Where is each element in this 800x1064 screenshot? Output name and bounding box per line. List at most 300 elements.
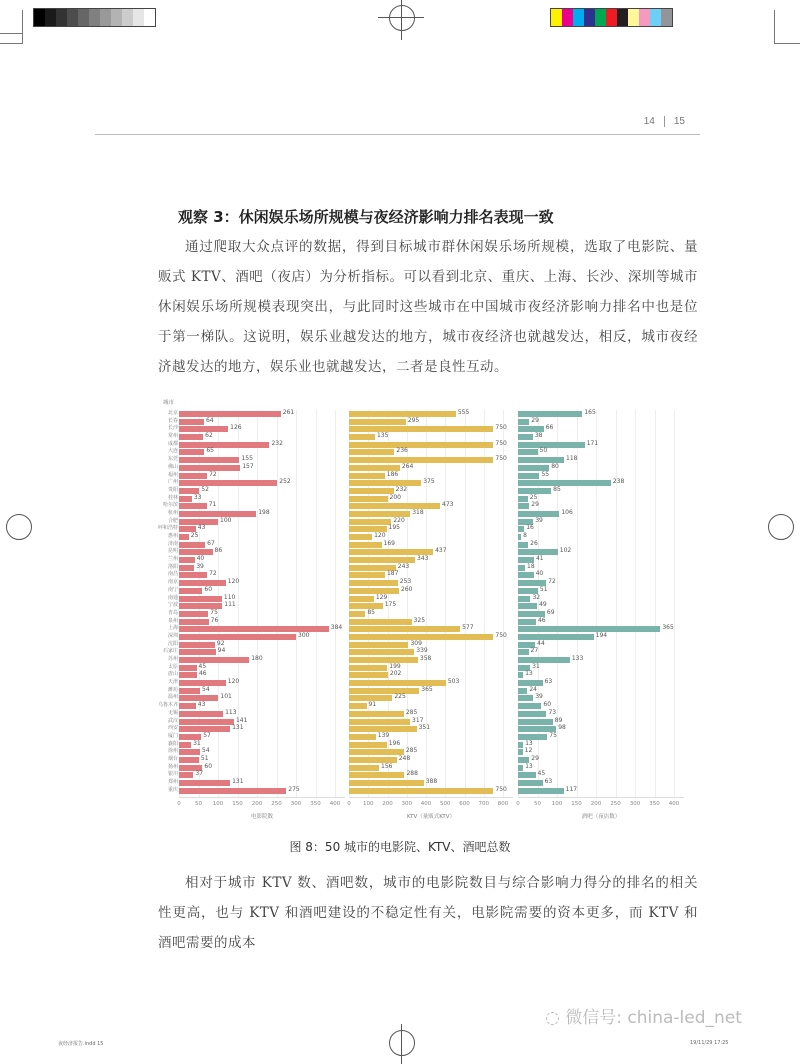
- bar: [349, 765, 379, 771]
- bar: [179, 588, 202, 594]
- bar: [518, 619, 536, 625]
- city-label: 贵阳: [167, 486, 178, 493]
- chart-row: [167, 532, 345, 541]
- chart-row: [518, 771, 684, 779]
- bar: [179, 449, 204, 455]
- chart-row: [349, 579, 513, 587]
- chart-row: [518, 779, 684, 787]
- registration-mark: [401, 1024, 402, 1064]
- bar-value-label: 118: [566, 455, 578, 463]
- chart-row: [167, 462, 345, 472]
- x-tick: 350: [310, 801, 321, 807]
- chart-row: [518, 741, 684, 749]
- bar-value-label: 111: [224, 601, 236, 609]
- bar-value-label: 63: [544, 778, 553, 785]
- bar: [518, 657, 570, 663]
- bar: [518, 565, 525, 571]
- bar-value-label: 60: [543, 701, 552, 709]
- bar: [518, 596, 530, 602]
- color-swatch: [573, 9, 584, 26]
- bar: [179, 611, 208, 617]
- bar: [349, 411, 456, 417]
- page-numbers: [644, 116, 685, 127]
- chart-row: [518, 541, 684, 549]
- bar-value-label: 13: [525, 762, 533, 770]
- bar-value-label: 300: [298, 631, 310, 639]
- bar-value-label: 45: [537, 770, 546, 778]
- x-tick: 250: [610, 801, 621, 807]
- city-label: 昆明: [167, 548, 178, 555]
- bar-value-label: 198: [258, 508, 270, 516]
- city-label: 郑州: [167, 779, 178, 785]
- city-label: 杭州: [167, 509, 178, 516]
- chart-row: [349, 610, 513, 618]
- chart-row: [349, 664, 513, 672]
- bar-value-label: 89: [554, 716, 563, 724]
- bar: [349, 457, 493, 463]
- bar-value-label: 577: [462, 624, 474, 632]
- city-label: 南京: [167, 579, 178, 586]
- chart-row: [167, 455, 345, 464]
- bar-value-label: 117: [565, 785, 578, 793]
- bar-value-label: 135: [376, 432, 389, 440]
- bar-value-label: 295: [407, 416, 420, 424]
- chart-row: [167, 608, 345, 618]
- chart-row: [349, 425, 513, 433]
- x-tick: 300: [629, 801, 641, 807]
- bar: [518, 473, 539, 479]
- city-label: 福州: [167, 471, 178, 478]
- bar: [179, 757, 199, 763]
- chart-panel-2: [518, 398, 684, 823]
- x-tick: 350: [649, 801, 660, 807]
- bar-value-label: 24: [529, 685, 537, 693]
- bar-value-label: 72: [548, 578, 556, 586]
- bar: [518, 626, 660, 632]
- x-tick: 100: [551, 801, 563, 807]
- color-swatch: [650, 9, 661, 26]
- chart-row: [518, 702, 684, 710]
- bar-value-label: 503: [447, 678, 460, 686]
- gray-swatch-strip: [33, 8, 156, 27]
- bar-value-label: 51: [200, 754, 209, 762]
- file-slug: 夜经济报告.indd 15: [58, 1041, 104, 1047]
- city-label: 武汉: [167, 717, 178, 724]
- color-swatch: [56, 9, 67, 26]
- bar: [349, 772, 404, 778]
- color-swatch: [639, 9, 650, 26]
- bar-chart: [157, 398, 693, 823]
- bar-value-label: 175: [384, 601, 397, 609]
- bar-value-label: 29: [531, 501, 539, 509]
- city-label: 青岛: [167, 609, 178, 616]
- bar: [179, 688, 200, 694]
- chart-row: [167, 762, 345, 772]
- chart-row: [518, 648, 684, 656]
- chart-row: [349, 448, 513, 456]
- bar-value-label: 358: [419, 655, 432, 662]
- bar: [349, 626, 460, 632]
- bar: [518, 780, 543, 786]
- bar: [518, 749, 523, 755]
- bar-value-label: 155: [241, 455, 253, 463]
- city-label: 乌鲁木齐: [157, 702, 178, 709]
- bar-value-label: 37: [195, 770, 204, 778]
- bar: [179, 580, 226, 586]
- color-swatch: [661, 9, 672, 26]
- chart-row: [167, 447, 345, 456]
- chart-row: [349, 433, 513, 441]
- city-label: 上海: [167, 625, 178, 632]
- city-label: 桂林: [167, 494, 178, 501]
- chart-row: [349, 756, 513, 764]
- chart-row: [167, 778, 345, 787]
- bar-value-label: 94: [217, 647, 226, 655]
- bar-value-label: 750: [495, 424, 507, 432]
- bar: [179, 473, 207, 479]
- bar-value-label: 199: [389, 662, 401, 670]
- bar-value-label: 65: [206, 447, 214, 455]
- bar-value-label: 131: [232, 724, 244, 732]
- bar-value-label: 169: [383, 539, 395, 547]
- color-swatch: [100, 9, 111, 26]
- bar: [349, 649, 414, 655]
- city-label: 银川: [167, 771, 178, 778]
- city-label: 泉州: [167, 617, 178, 624]
- bar: [518, 411, 582, 417]
- chart-row: [167, 670, 345, 679]
- x-tick: 200: [251, 801, 263, 807]
- bar-value-label: 57: [203, 731, 211, 739]
- bar-value-label: 253: [399, 578, 412, 586]
- city-label: 唐山: [167, 671, 178, 678]
- chart-row: [518, 656, 684, 664]
- bar: [179, 649, 216, 655]
- section-title: 观察 3：休闲娱乐场所规模与夜经济影响力排名表现一致: [178, 208, 554, 226]
- chart-row: [518, 571, 684, 579]
- bar-value-label: 365: [421, 685, 433, 693]
- bar: [518, 788, 564, 794]
- bar-value-label: 220: [393, 516, 405, 524]
- bar-value-label: 325: [413, 616, 426, 624]
- bar: [518, 703, 541, 709]
- chart-row: [349, 718, 513, 726]
- bar: [179, 534, 189, 540]
- bar-value-label: 31: [532, 662, 540, 670]
- bar: [179, 665, 197, 671]
- bar-value-label: 238: [612, 478, 625, 486]
- bar: [518, 449, 538, 455]
- color-swatch: [133, 9, 144, 26]
- chart-row: [518, 448, 684, 456]
- bar-value-label: 73: [548, 708, 557, 716]
- city-label: 天津: [167, 679, 178, 686]
- city-label: 石家庄: [162, 648, 178, 655]
- bar-value-label: 66: [545, 424, 554, 432]
- bar-value-label: 275: [288, 785, 300, 793]
- bar-value-label: 120: [374, 532, 386, 539]
- page-left: 14: [643, 116, 655, 128]
- bar: [349, 580, 398, 586]
- registration-mark: [768, 514, 794, 540]
- bar-value-label: 555: [457, 409, 470, 416]
- bar: [349, 442, 493, 448]
- city-label: 徐州: [167, 748, 178, 755]
- chart-row: [349, 633, 513, 641]
- bar-value-label: 261: [282, 409, 295, 416]
- bar: [518, 542, 528, 548]
- bar: [179, 642, 215, 648]
- chart-row: [518, 556, 684, 564]
- color-swatch: [78, 9, 89, 26]
- x-axis-title: KTV（量贩式KTV）: [406, 814, 456, 820]
- chart-row: [349, 548, 513, 556]
- bar-value-label: 186: [386, 470, 399, 478]
- bar: [349, 449, 394, 455]
- x-tick: 300: [401, 801, 412, 807]
- bar: [179, 772, 193, 778]
- color-swatch: [617, 9, 628, 26]
- chart-row: [518, 664, 684, 672]
- chart-row: [349, 456, 513, 464]
- bar-value-label: 750: [495, 631, 507, 639]
- chart-row: [349, 533, 513, 541]
- city-label: 南宁: [167, 586, 178, 593]
- city-label: 惠州: [167, 533, 178, 539]
- bar-value-label: 92: [216, 639, 225, 647]
- bar-value-label: 317: [412, 716, 424, 724]
- city-label: 宁波: [167, 602, 178, 609]
- bar-value-label: 75: [549, 731, 557, 739]
- color-swatch: [584, 9, 595, 26]
- bar-value-label: 101: [220, 693, 232, 701]
- bar: [349, 542, 382, 548]
- city-label: 北京: [167, 410, 178, 416]
- chart-row: [518, 587, 684, 595]
- bar: [518, 672, 523, 678]
- bar: [349, 488, 394, 494]
- chart-row: [349, 748, 513, 756]
- bar-value-label: 76: [210, 616, 219, 624]
- bar: [349, 603, 383, 609]
- chart-row: [349, 495, 513, 503]
- bar-value-label: 232: [395, 485, 408, 493]
- bar: [518, 688, 527, 694]
- city-label: 潍坊: [167, 686, 178, 693]
- bar-value-label: 26: [530, 539, 538, 547]
- bar: [518, 649, 529, 655]
- chart-row: [518, 456, 684, 464]
- bar: [179, 572, 207, 578]
- chart-row: [167, 416, 345, 426]
- bar-value-label: 38: [534, 432, 543, 440]
- bar-value-label: 139: [377, 731, 390, 739]
- bar: [179, 657, 249, 663]
- registration-mark: [6, 514, 32, 540]
- city-label: 长沙: [167, 425, 178, 432]
- color-swatch: [122, 9, 133, 26]
- crop-mark: [0, 43, 22, 44]
- bar-value-label: 131: [232, 778, 244, 785]
- registration-mark: [401, 0, 402, 40]
- bar-value-label: 252: [279, 478, 291, 486]
- city-label: 无锡: [167, 709, 178, 716]
- x-tick: 0: [347, 801, 351, 807]
- bar-value-label: 100: [220, 516, 232, 524]
- chart-row: [349, 725, 513, 733]
- color-swatch: [606, 9, 617, 26]
- bar: [349, 642, 408, 648]
- chart-row: [518, 671, 684, 679]
- x-tick: 300: [290, 801, 302, 807]
- bar: [518, 503, 529, 509]
- chart-row: [349, 556, 513, 564]
- bar: [179, 419, 204, 425]
- chart-row: [518, 533, 684, 541]
- bar: [179, 411, 281, 417]
- bar: [179, 565, 194, 571]
- bar-value-label: 243: [397, 562, 410, 570]
- x-tick: 400: [668, 801, 680, 807]
- bar-value-label: 113: [225, 708, 237, 716]
- bar: [179, 480, 277, 486]
- bar-value-label: 8: [523, 532, 527, 539]
- x-tick: 500: [440, 801, 451, 807]
- bar: [179, 496, 192, 502]
- bar: [349, 703, 367, 709]
- x-tick: 800: [497, 801, 509, 807]
- color-swatch: [562, 9, 573, 26]
- bar-value-label: 72: [209, 570, 217, 578]
- body-paragraph-2: 相对于城市 KTV 数、酒吧数，城市的电影院数目与综合影响力得分的排名的相关性更高，也与 KTV 和酒吧建设的不稳定性有关，电影院需要的资本更多，而 KTV 和酒吧需要的成本: [158, 875, 698, 951]
- crop-mark: [22, 10, 23, 44]
- bar: [518, 772, 536, 778]
- bar-value-label: 232: [271, 439, 283, 447]
- chart-row: [349, 625, 513, 633]
- bar: [179, 742, 191, 748]
- bar-value-label: 200: [389, 493, 401, 501]
- header-rule: [95, 134, 700, 135]
- bar: [518, 496, 528, 502]
- city-label: 苏州: [167, 656, 178, 662]
- bar: [518, 572, 534, 578]
- bar: [349, 619, 412, 625]
- bar: [349, 572, 385, 578]
- bar-value-label: 55: [541, 470, 550, 478]
- chart-row: [349, 671, 513, 679]
- bar: [349, 596, 374, 602]
- bar-value-label: 39: [196, 562, 204, 570]
- city-label: 深圳: [167, 632, 178, 639]
- chart-row: [167, 639, 345, 649]
- bar-value-label: 264: [401, 462, 414, 470]
- chart-row: [518, 479, 684, 487]
- chart-row: [349, 587, 513, 595]
- bar-value-label: 43: [197, 701, 206, 709]
- bar-value-label: 133: [571, 655, 584, 662]
- chart-row: [349, 641, 513, 649]
- bar: [518, 719, 553, 725]
- city-label: 沈阳: [167, 640, 178, 647]
- bar: [349, 496, 388, 502]
- bar-value-label: 102: [559, 547, 572, 555]
- bar: [518, 603, 537, 609]
- bar: [349, 711, 404, 717]
- chart-row: [518, 602, 684, 610]
- bar-value-label: 437: [435, 547, 447, 555]
- bar-value-label: 18: [527, 562, 535, 570]
- chart-row: [167, 593, 345, 603]
- bar-value-label: 51: [539, 585, 548, 593]
- x-tick: 150: [571, 801, 582, 807]
- bar: [349, 611, 365, 617]
- bar-value-label: 285: [405, 708, 418, 716]
- chart-row: [349, 410, 513, 418]
- chart-row: [518, 425, 684, 433]
- x-tick: 150: [232, 801, 243, 807]
- bar-value-label: 32: [532, 593, 541, 601]
- chart-row: [167, 424, 345, 433]
- color-swatch: [34, 9, 45, 26]
- bar-value-label: 45: [198, 662, 207, 670]
- bar: [349, 480, 421, 486]
- city-label: 兰州: [167, 556, 178, 563]
- chart-panel-1: [349, 398, 513, 823]
- x-tick: 200: [590, 801, 602, 807]
- chart-row: [349, 418, 513, 426]
- color-swatch: [628, 9, 639, 26]
- chart-row: [349, 741, 513, 749]
- x-tick: 400: [420, 801, 432, 807]
- bar: [518, 442, 585, 448]
- bar-value-label: 339: [416, 647, 428, 655]
- bar-value-label: 40: [535, 570, 544, 578]
- bar: [349, 749, 404, 755]
- chart-row: [349, 733, 513, 741]
- chart-row: [349, 571, 513, 579]
- bar: [179, 711, 223, 717]
- color-swatch: [595, 9, 606, 26]
- bar: [179, 442, 269, 448]
- city-label: 常州: [167, 433, 178, 440]
- chart-row: [167, 631, 345, 641]
- bar: [179, 672, 197, 678]
- city-label: 大连: [167, 448, 178, 455]
- city-label: 南昌: [167, 571, 178, 578]
- x-tick: 250: [271, 801, 282, 807]
- registration-mark: [389, 5, 415, 31]
- chart-row: [167, 770, 345, 779]
- wechat-icon: ◌: [545, 1008, 566, 1028]
- chart-row: [518, 679, 684, 687]
- chart-row: [167, 470, 345, 480]
- bar-value-label: 54: [202, 685, 210, 693]
- bar-value-label: 75: [210, 608, 218, 616]
- chart-row: [167, 731, 345, 741]
- chart-row: [349, 464, 513, 472]
- bar: [349, 672, 388, 678]
- bar: [349, 657, 418, 663]
- bar-value-label: 120: [227, 678, 240, 686]
- bar-value-label: 69: [546, 608, 555, 616]
- bar: [179, 749, 200, 755]
- bar-value-label: 52: [201, 485, 209, 493]
- bar-value-label: 63: [544, 678, 553, 686]
- chart-row: [349, 618, 513, 626]
- bar-value-label: 388: [425, 778, 438, 785]
- chart-row: [518, 787, 684, 795]
- bar: [518, 742, 523, 748]
